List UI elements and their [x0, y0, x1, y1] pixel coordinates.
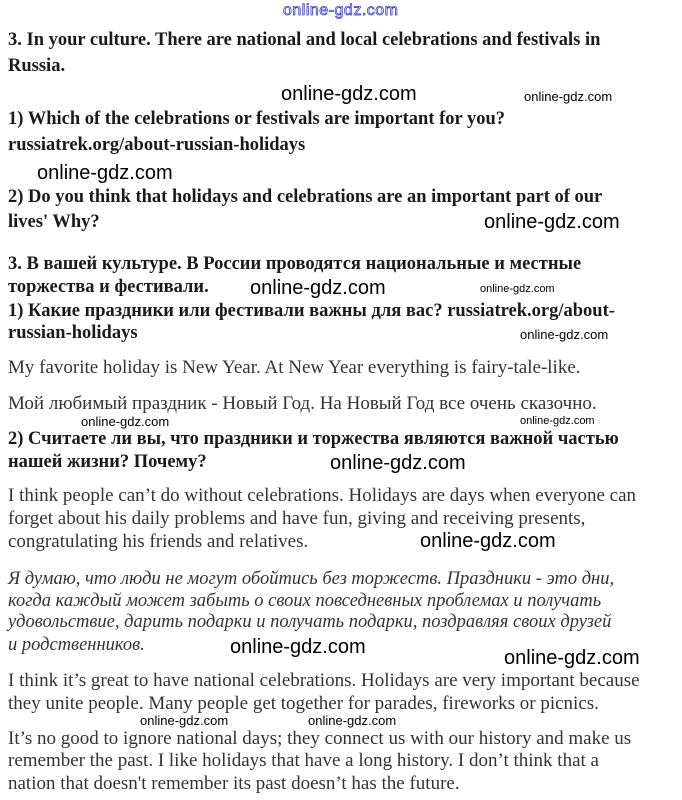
answer-2-en: congratulating his friends and relatives. — [8, 531, 309, 552]
ru-question-1: 1) Какие праздники или фестивали важны для вас? russiatrek.org/about- — [8, 301, 615, 321]
watermark: online-gdz.com — [524, 89, 613, 104]
answer-2-ru: Я думаю, что люди не могут обойтись без торжеств. Праздники - это дни, — [8, 569, 615, 589]
question-2: lives' Why? — [8, 212, 100, 232]
answer-1-ru: Мой любимый праздник - Новый Год. На Новый Год все очень сказочно. — [8, 393, 597, 414]
ru-task-heading: 3. В вашей культуре. В России проводятся национальные и местные — [8, 254, 582, 274]
watermark: online-gdz.com — [480, 283, 555, 295]
answer-2-en: I think people can’t do without celebrations. Holidays are days when everyone can — [8, 485, 637, 506]
watermark: online-gdz.com — [504, 647, 640, 669]
ru-question-2: нашей жизни? Почему? — [8, 452, 207, 472]
ru-question-1: russian-holidays — [8, 323, 138, 343]
watermark: online-gdz.com — [230, 636, 366, 658]
task-heading-line: Russia. — [8, 56, 66, 76]
answer-2-ru: удовольствие, дарить подарки и получать подарки, поздравляя своих друзей — [8, 612, 612, 632]
answer-2-ru: и родственников. — [8, 635, 145, 655]
task-heading-line: 3. In your culture. There are national and local celebrations and festivals in — [8, 30, 601, 50]
watermark-top: online-gdz.com — [283, 2, 399, 19]
watermark: online-gdz.com — [520, 415, 595, 427]
watermark: online-gdz.com — [281, 83, 417, 105]
watermark: online-gdz.com — [81, 414, 170, 429]
paragraph-history: remember the past. I like holidays that have a long history. I don’t think that a — [8, 750, 599, 771]
paragraph-national: they unite people. Many people get together for parades, fireworks or picnics. — [8, 693, 599, 714]
question-2: 2) Do you think that holidays and celebrations are an important part of our — [8, 187, 603, 207]
question-1-link: russiatrek.org/about-russian-holidays — [8, 135, 306, 155]
paragraph-history: nation that doesn't remember its past doesn’t has the future. — [8, 773, 460, 794]
paragraph-history: It’s no good to ignore national days; they connect us with our history and make us — [8, 728, 632, 749]
ru-task-heading: торжества и фестивали. — [8, 277, 209, 297]
ru-question-2: 2) Считаете ли вы, что праздники и торжества являются важной частью — [8, 429, 619, 449]
question-1: 1) Which of the celebrations or festivals are important for you? — [8, 109, 506, 129]
watermark: online-gdz.com — [330, 452, 466, 474]
watermark: online-gdz.com — [140, 713, 229, 728]
watermark: online-gdz.com — [520, 327, 609, 342]
watermark: online-gdz.com — [37, 162, 173, 184]
watermark: online-gdz.com — [308, 713, 397, 728]
answer-2-en: forget about his daily problems and have fun, giving and receiving presents, — [8, 508, 586, 529]
watermark: online-gdz.com — [250, 277, 386, 299]
answer-2-ru: когда каждый может забыть о своих повседневных проблемах и получать — [8, 591, 602, 611]
watermark: online-gdz.com — [420, 530, 556, 552]
answer-1-en: My favorite holiday is New Year. At New Year everything is fairy-tale-like. — [8, 357, 581, 378]
paragraph-national: I think it’s great to have national celebrations. Holidays are very important because — [8, 670, 640, 691]
watermark: online-gdz.com — [484, 211, 620, 233]
